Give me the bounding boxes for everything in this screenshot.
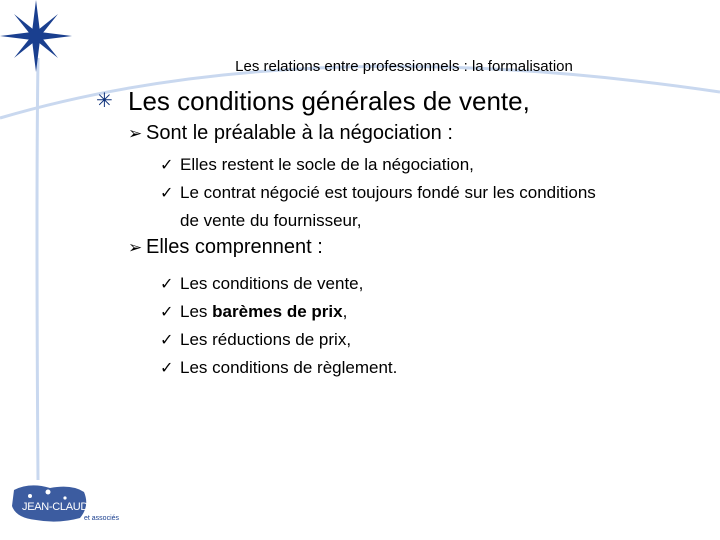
list-item-bold-text: barèmes de prix xyxy=(212,302,343,321)
arrow-bullet-icon: ➢ xyxy=(128,238,143,257)
section-1-text: Sont le préalable à la négociation : xyxy=(146,122,453,144)
checkmark-bullet-icon: ✓ xyxy=(160,360,174,377)
list-item xyxy=(160,298,397,326)
logo-subtitle: et associés xyxy=(84,515,120,522)
checkmark-bullet-icon: ✓ xyxy=(160,332,174,349)
list-item-text: Les xyxy=(180,302,208,321)
checkmark-bullet-icon: ✓ xyxy=(160,157,174,174)
arrow-bullet-icon: ➢ xyxy=(128,124,143,143)
heading-bullet-line xyxy=(96,86,530,117)
list-item xyxy=(160,354,397,382)
list-item xyxy=(160,151,596,179)
slide-title: Les relations entre professionnels : la formalisation xyxy=(235,58,573,75)
checkmark-bullet-icon: ✓ xyxy=(160,276,174,293)
list-item-text: Les conditions de vente, xyxy=(180,274,364,293)
list-item-punctuation: , xyxy=(342,302,348,321)
heading-text: Les conditions générales de vente, xyxy=(128,86,530,116)
list-item-text: Les conditions de règlement. xyxy=(180,358,398,377)
section-2-list xyxy=(160,270,397,382)
section-1-list xyxy=(160,151,596,234)
section-2-text: Elles comprennent : xyxy=(146,236,323,258)
decorative-arc xyxy=(37,58,38,480)
checkmark-bullet-icon: ✓ xyxy=(160,304,174,321)
list-item-continuation: de vente du fournisseur, xyxy=(180,211,362,230)
asterisk-bullet-icon: ✳ xyxy=(96,90,113,112)
list-item-text: Les réductions de prix, xyxy=(180,330,352,349)
logo-name: JEAN-CLAUDE DE COULON xyxy=(22,501,161,513)
list-item-text: Le contrat négocié est toujours fondé sur les conditions xyxy=(180,183,596,202)
list-item xyxy=(160,270,397,298)
list-item xyxy=(160,326,397,354)
list-item-text: Elles restent le socle de la négociation, xyxy=(180,155,474,174)
section-1-label xyxy=(128,122,453,145)
list-item xyxy=(160,179,596,234)
section-2-label xyxy=(128,236,323,259)
checkmark-bullet-icon: ✓ xyxy=(160,185,174,202)
